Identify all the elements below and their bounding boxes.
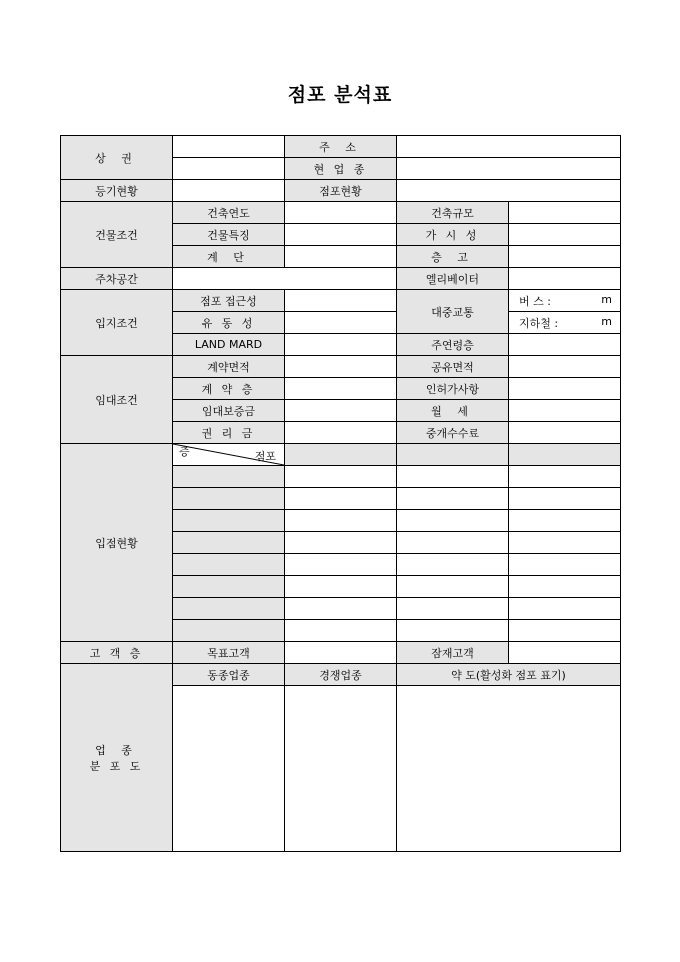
biz-dist-line2: 분 포 도 — [89, 759, 144, 773]
label-sanggwon: 상 권 — [61, 136, 173, 180]
field-contract-floor[interactable] — [285, 378, 397, 400]
field-premium[interactable] — [285, 422, 397, 444]
field-permit[interactable] — [509, 378, 621, 400]
label-map-note: 약 도(활성화 점포 표기) — [397, 664, 621, 686]
tenant-floor-cell[interactable] — [173, 554, 285, 576]
label-target-customers: 목표고객 — [173, 642, 285, 664]
label-juso: 주 소 — [285, 136, 397, 158]
label-store-status: 점포현황 — [285, 180, 397, 202]
tenant-floor-cell[interactable] — [173, 598, 285, 620]
label-shared-area: 공유면적 — [397, 356, 509, 378]
field-floor-height[interactable] — [509, 246, 621, 268]
tenant-cell[interactable] — [285, 510, 397, 532]
label-floor-height: 층 고 — [397, 246, 509, 268]
label-build-scale: 건축규모 — [397, 202, 509, 224]
label-stairs: 계 단 — [173, 246, 285, 268]
field-map[interactable] — [397, 686, 621, 852]
tenant-cell[interactable] — [509, 488, 621, 510]
field-landmark[interactable] — [285, 334, 397, 356]
label-build-year: 건축연도 — [173, 202, 285, 224]
label-brokerage: 중개수수료 — [397, 422, 509, 444]
label-deposit: 임대보증금 — [173, 400, 285, 422]
label-building: 건물조건 — [61, 202, 173, 268]
tenant-cell[interactable] — [285, 466, 397, 488]
tenant-cell[interactable] — [285, 576, 397, 598]
tenant-cell[interactable] — [509, 554, 621, 576]
label-elevator: 엘리베이터 — [397, 268, 509, 290]
field-registry[interactable] — [173, 180, 285, 202]
label-contract-area: 계약면적 — [173, 356, 285, 378]
field-access[interactable] — [285, 290, 397, 312]
diag-floor-label: 층 — [179, 445, 190, 458]
label-business-distribution — [61, 664, 173, 852]
field-monthly-rent[interactable] — [509, 400, 621, 422]
label-registry: 등기현황 — [61, 180, 173, 202]
field-build-scale[interactable] — [509, 202, 621, 224]
tenant-cell[interactable] — [397, 466, 509, 488]
label-main-age: 주연령층 — [397, 334, 509, 356]
label-visibility: 가 시 성 — [397, 224, 509, 246]
label-build-feature: 건물특징 — [173, 224, 285, 246]
field-shared-area[interactable] — [509, 356, 621, 378]
field-foot-traffic[interactable] — [285, 312, 397, 334]
tenant-floor-cell[interactable] — [173, 576, 285, 598]
field-current-business[interactable] — [397, 158, 621, 180]
tenant-cell[interactable] — [285, 554, 397, 576]
diagonal-header-cell — [173, 444, 285, 466]
field-elevator[interactable] — [509, 268, 621, 290]
subway-label: 지하철 : — [519, 316, 559, 330]
label-contract-floor: 계 약 층 — [173, 378, 285, 400]
tenant-cell[interactable] — [397, 488, 509, 510]
tenant-header-cell-2[interactable] — [397, 444, 509, 466]
tenant-cell[interactable] — [285, 598, 397, 620]
label-monthly-rent: 월 세 — [397, 400, 509, 422]
tenant-cell[interactable] — [509, 532, 621, 554]
field-visibility[interactable] — [509, 224, 621, 246]
tenant-floor-cell[interactable] — [173, 466, 285, 488]
tenant-cell[interactable] — [285, 532, 397, 554]
label-location: 입지조건 — [61, 290, 173, 356]
label-same-business: 동종업종 — [173, 664, 285, 686]
tenant-floor-cell[interactable] — [173, 620, 285, 642]
tenant-cell[interactable] — [285, 620, 397, 642]
tenant-cell[interactable] — [509, 466, 621, 488]
subway-unit: m — [601, 314, 612, 328]
label-access: 점포 접근성 — [173, 290, 285, 312]
field-build-feature[interactable] — [285, 224, 397, 246]
field-main-age[interactable] — [509, 334, 621, 356]
label-premium: 권 리 금 — [173, 422, 285, 444]
label-lease: 임대조건 — [61, 356, 173, 444]
tenant-header-cell-3[interactable] — [509, 444, 621, 466]
field-parking[interactable] — [173, 268, 397, 290]
store-analysis-table — [60, 135, 621, 852]
field-stairs[interactable] — [285, 246, 397, 268]
field-competing-business[interactable] — [285, 686, 397, 852]
tenant-cell[interactable] — [397, 510, 509, 532]
field-contract-area[interactable] — [285, 356, 397, 378]
tenant-cell[interactable] — [397, 598, 509, 620]
label-competing-business: 경쟁업종 — [285, 664, 397, 686]
bus-label: 버 스 : — [519, 294, 551, 308]
field-bus[interactable] — [509, 290, 621, 312]
field-juso[interactable] — [397, 136, 621, 158]
field-same-business[interactable] — [173, 686, 285, 852]
field-brokerage[interactable] — [509, 422, 621, 444]
field-sanggwon-1[interactable] — [173, 136, 285, 158]
tenant-cell[interactable] — [397, 620, 509, 642]
biz-dist-line1: 업 종 — [95, 743, 138, 757]
label-parking: 주차공간 — [61, 268, 173, 290]
label-tenants: 입점현황 — [61, 444, 173, 642]
tenant-floor-cell[interactable] — [173, 488, 285, 510]
tenant-cell[interactable] — [397, 554, 509, 576]
field-target-customers[interactable] — [285, 642, 397, 664]
tenant-cell[interactable] — [509, 576, 621, 598]
label-permit: 인허가사항 — [397, 378, 509, 400]
tenant-cell[interactable] — [285, 488, 397, 510]
document-title: 점포 분석표 — [287, 84, 393, 106]
label-customers: 고 객 층 — [61, 642, 173, 664]
field-deposit[interactable] — [285, 400, 397, 422]
label-landmark: LAND MARD — [173, 334, 285, 356]
tenant-floor-cell[interactable] — [173, 532, 285, 554]
tenant-cell[interactable] — [397, 576, 509, 598]
tenant-cell[interactable] — [509, 598, 621, 620]
tenant-cell[interactable] — [509, 620, 621, 642]
diag-store-label: 점포 — [254, 450, 276, 463]
tenant-header-cell-1[interactable] — [285, 444, 397, 466]
field-store-status[interactable] — [397, 180, 621, 202]
tenant-cell[interactable] — [397, 532, 509, 554]
field-subway[interactable] — [509, 312, 621, 334]
field-potential-customers[interactable] — [509, 642, 621, 664]
label-current-business: 현 업 종 — [285, 158, 397, 180]
label-transit: 대중교통 — [397, 290, 509, 334]
bus-unit: m — [601, 292, 612, 306]
tenant-cell[interactable] — [509, 510, 621, 532]
field-sanggwon-2[interactable] — [173, 158, 285, 180]
tenant-floor-cell[interactable] — [173, 510, 285, 532]
field-build-year[interactable] — [285, 202, 397, 224]
label-potential-customers: 잠재고객 — [397, 642, 509, 664]
label-foot-traffic: 유 동 성 — [173, 312, 285, 334]
